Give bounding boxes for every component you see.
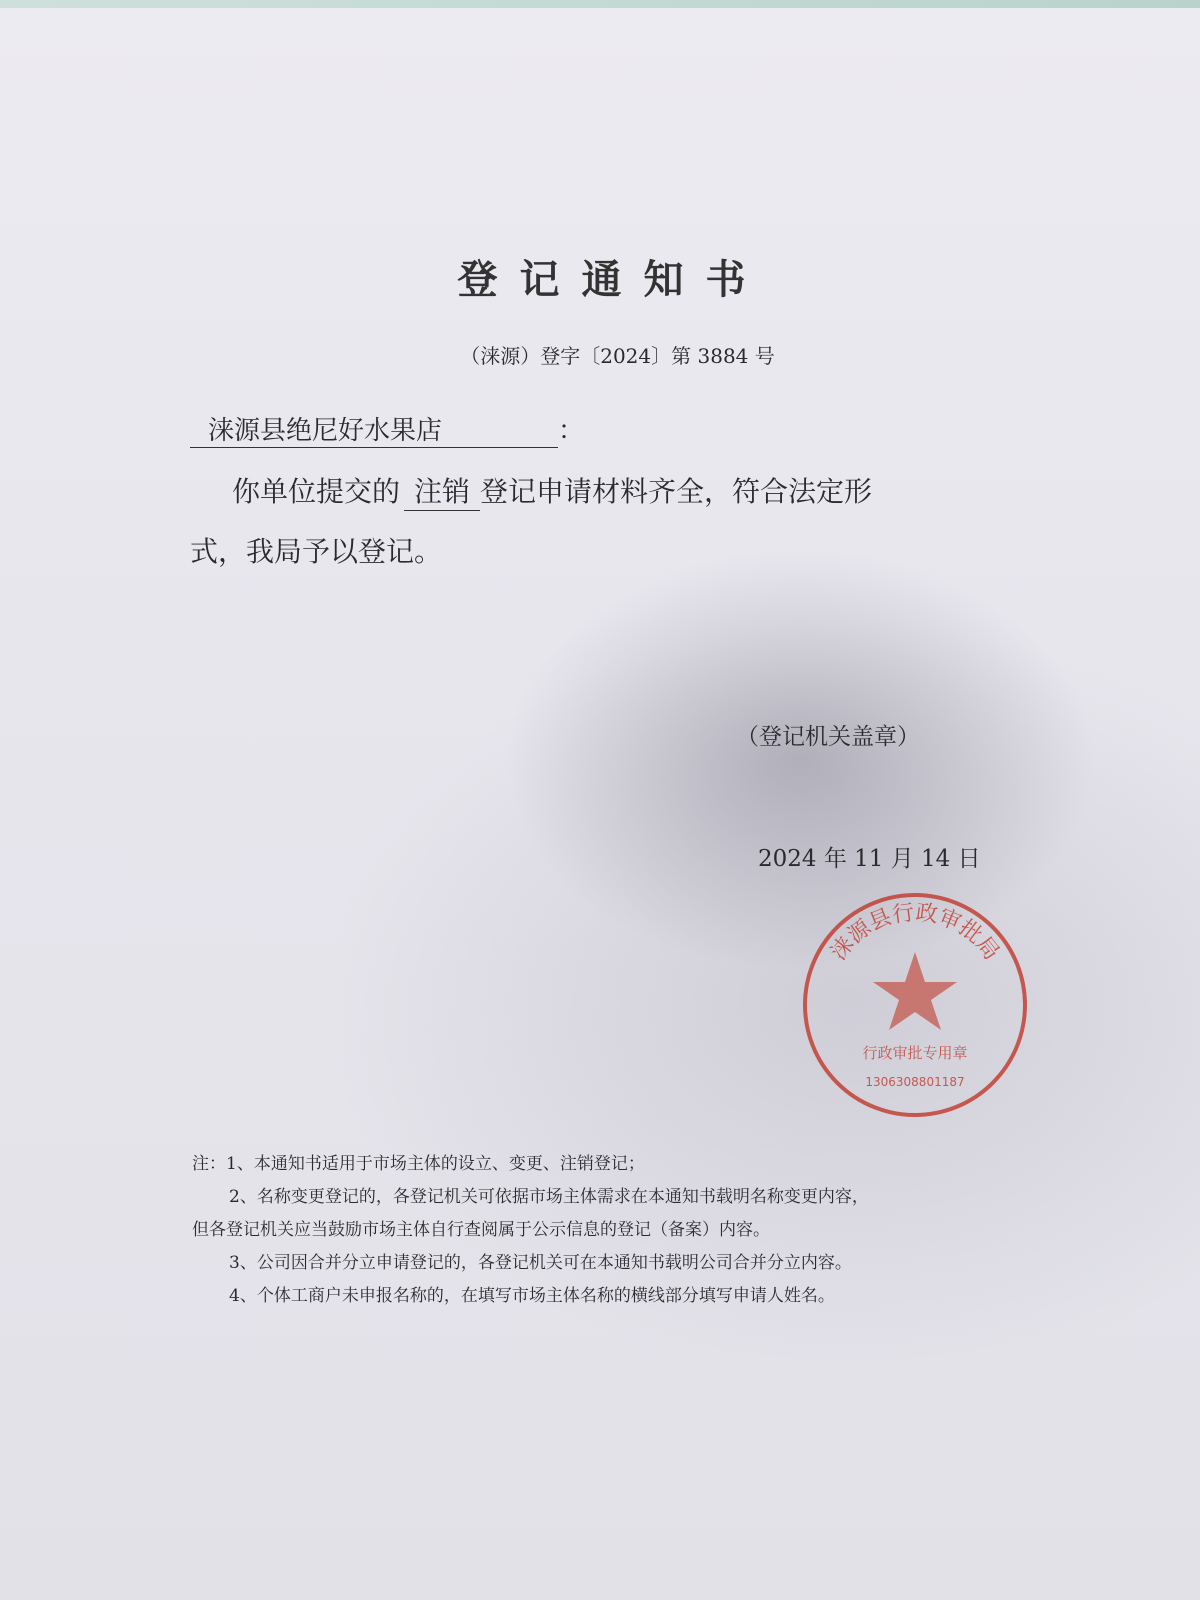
recipient-line bbox=[190, 410, 584, 448]
star-icon bbox=[873, 952, 957, 1030]
official-seal-stamp bbox=[800, 890, 1030, 1120]
seal-label: （登记机关盖章） bbox=[736, 724, 920, 750]
body-line-2: 式，我局予以登记。 bbox=[190, 535, 443, 568]
recipient-colon: ： bbox=[558, 416, 585, 446]
note-4: 4、个体工商户未申报名称的，在填写市场主体名称的横线部分填写申请人姓名。 bbox=[229, 1286, 835, 1306]
registration-type: 注销 bbox=[404, 470, 480, 511]
note-2-cont: 但各登记机关应当鼓励市场主体自行查阅属于公示信息的登记（备案）内容。 bbox=[192, 1220, 770, 1240]
document-title: 登记通知书 bbox=[457, 257, 768, 303]
body-suffix: 登记申请材料齐全，符合法定形 bbox=[480, 475, 873, 508]
document-number: （涞源）登字〔2024〕第 3884 号 bbox=[460, 344, 775, 368]
note-3: 3、公司因合并分立申请登记的，各登记机关可在本通知书载明公司合并分立内容。 bbox=[229, 1253, 852, 1273]
notes-section bbox=[192, 1148, 869, 1313]
stamp-inner-text: 行政审批专用章 bbox=[862, 1044, 968, 1062]
stamp-number: 1306308801187 bbox=[865, 1075, 965, 1089]
body-line-1 bbox=[232, 470, 872, 511]
recipient-name: 涞源县绝尼好水果店 bbox=[190, 410, 558, 448]
body-prefix: 你单位提交的 bbox=[232, 475, 401, 508]
note-1: 注：1、本通知书适用于市场主体的设立、变更、注销登记； bbox=[192, 1154, 645, 1174]
issue-date: 2024 年 11 月 14 日 bbox=[758, 846, 981, 872]
background-strip bbox=[0, 0, 1200, 8]
stamp-outer-text: 涞源县行政审批局 bbox=[826, 900, 1004, 966]
note-2: 2、名称变更登记的，各登记机关可依据市场主体需求在本通知书载明名称变更内容， bbox=[229, 1187, 869, 1207]
